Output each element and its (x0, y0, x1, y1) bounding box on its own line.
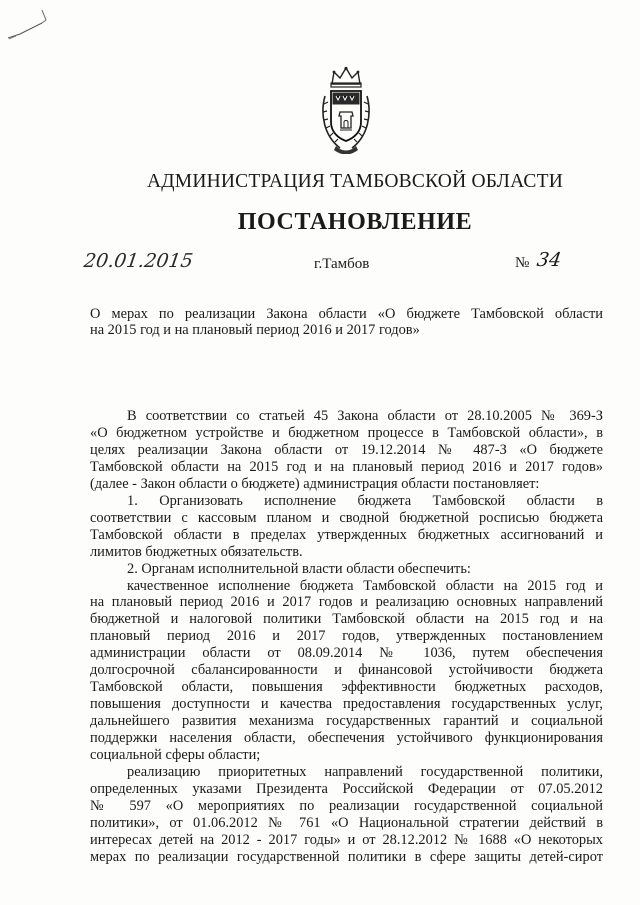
body-line: политики», от 01.06.2012 № 761 «О Национальной стратегии действий в (90, 814, 603, 831)
pen-mark-icon (6, 8, 54, 42)
body-line: качественное исполнение бюджета Тамбовской области на 2015 год и (127, 577, 603, 594)
document-date: 20.01.2015 (82, 250, 195, 272)
body-line: соответствии с кассовым планом и сводной бюджетной росписью бюджета (90, 509, 603, 526)
body-line: целях реализации Закона области от 19.12.2014 № 487-З «О бюджете (90, 441, 603, 458)
coat-of-arms-icon (318, 66, 374, 154)
body-line: поддержки населения области, обеспечения устойчивого функционирования (90, 730, 603, 747)
document-number-label: № (515, 255, 530, 271)
body-line: «О бюджетном устройстве и бюджетном процессе в Тамбовской области», в (90, 424, 603, 441)
body-line: социальной сферы области; (90, 747, 261, 764)
document-meta (0, 250, 640, 280)
body-line: реализацию приоритетных направлений государственной политики, (127, 764, 603, 781)
body-line: Тамбовской области, повышения эффективности бюджетных расходов, (90, 679, 603, 696)
body-line: определенных указами Президента Российской Федерации от 07.05.2012 (90, 780, 603, 797)
body-line: повышения доступности и качества предоставления государственных услуг, (90, 696, 603, 713)
document-type: ПОСТАНОВЛЕНИЕ (237, 209, 473, 235)
body-line: на плановый период 2016 и 2017 годов и реализацию основных направлений (90, 594, 603, 611)
body-line: Тамбовской области на 2015 год и на плановый период 2016 и 2017 годов» (90, 458, 603, 475)
title-line: О мерах по реализации Закона области «О бюджете Тамбовской области (90, 306, 603, 322)
document-body (90, 408, 603, 866)
body-line: администрации области от 08.09.2014 № 1036, путем обеспечения (90, 645, 603, 662)
body-line: мерах по реализации государственной политики в сфере защиты детей-сирот (90, 848, 603, 865)
body-line: интересах детей на 2012 - 2017 годы» и от 28.12.2012 № 1688 «О некоторых (90, 831, 603, 848)
document-city: г.Тамбов (314, 256, 370, 272)
title-line: на 2015 год и на плановый период 2016 и 2017 годов» (90, 322, 420, 338)
body-line: № 597 «О мероприятиях по реализации государственной социальной (90, 797, 603, 814)
body-line: бюджетной и налоговой политики Тамбовской области на 2015 год и на (90, 611, 603, 628)
body-line: 2. Органам исполнительной власти области обеспечить: (127, 560, 471, 577)
body-line: долгосрочной сбалансированности и финансовой устойчивости бюджета (90, 662, 603, 679)
document-number: 34 (535, 249, 563, 271)
body-line: (далее - Закон области о бюджете) администрация области постановляет: (90, 475, 540, 492)
document-title (90, 306, 603, 338)
body-line: плановый период 2016 и 2017 годов, утвержденных постановлением (90, 628, 603, 645)
body-line: 1. Организовать исполнение бюджета Тамбовской области в (127, 492, 603, 509)
body-line: В соответствии со статьей 45 Закона области от 28.10.2005 № 369-З (127, 408, 603, 424)
organization-name: АДМИНИСТРАЦИЯ ТАМБОВСКОЙ ОБЛАСТИ (147, 171, 563, 192)
body-line: лимитов бюджетных обязательств. (90, 543, 303, 560)
body-line: дальнейшего развития механизма государственных гарантий и социальной (90, 713, 603, 730)
body-line: Тамбовской области в пределах утвержденных бюджетных ассигнований и (90, 526, 603, 543)
